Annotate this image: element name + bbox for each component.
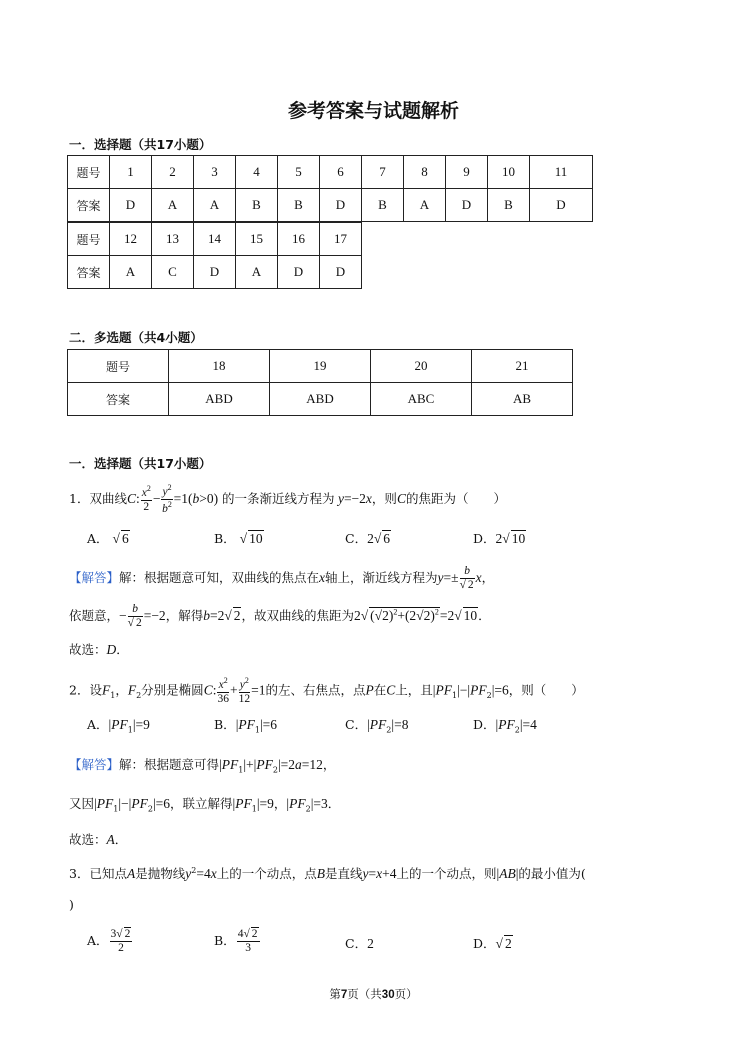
table-cell: 2 [152,156,194,189]
question-3-stem: 3．已知点A是抛物线$y^2=4x$上的一个动点，点B是直线y=x+4上的一个动点，则|AB|的最小值为( [69,865,586,881]
table-cell: B [362,189,404,222]
table-cell: D [194,256,236,289]
table-cell: 7 [362,156,404,189]
question-1-stem: 1．双曲线C: $\frac{x^2}{2}$ − $\frac{y^2}{b^2}$ =1(b>0) 的一条渐近线方程为 y=−2x，则C的焦距为（ ） [69,483,506,515]
table-cell: A [404,189,446,222]
table-cell: ABD [169,383,270,416]
answer-table-multi [67,349,573,416]
table-cell: 11 [530,156,593,189]
table-cell: 8 [404,156,446,189]
page-title: 参考答案与试题解析 [287,100,459,122]
table-cell: A [110,256,152,289]
q3-option-c: C．2 [345,936,374,951]
table-row [68,256,362,289]
table-cell: 答案 [68,189,110,222]
table-cell: 1 [110,156,152,189]
section-heading-multi: 二．多选题（共4小题） [69,330,203,345]
question-3-stem-end: ) [69,897,74,912]
table-row [68,350,573,383]
question-2-stem: 2．设$F_1$，$F_2$分别是椭圆C: $\frac{x^2}{36}$ + $\frac{y^2}{12}$ =1的左、右焦点，点P在C上，且$|PF_1|-|PF_2|=6$，则（ ） [69,676,584,706]
table-cell: 6 [320,156,362,189]
table-cell: B [278,189,320,222]
table-cell: A [236,256,278,289]
q2-option-b: B．$|PF_1|=6$ [214,717,278,735]
q1-solution-line2: 依题意，− $\frac{b}{√ 2}$ =−2，解得b=2√ 2，故双曲线的焦距为2√ $(√2)^2+(2√2)^2=2√$ 10． [69,603,491,630]
table-cell: 16 [278,223,320,256]
table-cell: A [152,189,194,222]
table-cell: 13 [152,223,194,256]
answer-table-choice [67,155,593,222]
page-footer: 第7页（共30页） [329,987,418,1001]
q1-option-c: C．2√ 6 [345,531,390,546]
table-cell: ABD [270,383,371,416]
table-cell: B [488,189,530,222]
table-row [68,189,593,222]
table-cell: 17 [320,223,362,256]
answer-table-choice-2 [67,222,362,289]
table-cell: C [152,256,194,289]
table-row [68,156,593,189]
table-cell: D [446,189,488,222]
table-cell: 4 [236,156,278,189]
table-cell: AB [472,383,573,416]
q2-solution-line2: 又因$|PF_1|-|PF_2|=6$，联立解得$|PF_1|=9$，$|PF_2|=3$． [69,796,341,814]
table-cell: 12 [110,223,152,256]
q2-option-d: D．$|PF_2|=4$ [473,717,537,735]
table-cell: D [320,256,362,289]
table-cell: 5 [278,156,320,189]
q2-solution-line1: 【解答】解：根据题意可得$|PF_1|+|PF_2|=2a=12$， [69,757,336,775]
q2-pick: 故选：A． [69,832,128,847]
q3-option-a: A． $\frac{3√ 2}{2}$ [87,928,131,955]
table-cell: A [194,189,236,222]
q3-option-d: D．√ 2 [473,936,512,951]
table-cell: D [320,189,362,222]
section-heading-choice: 一．选择题（共17小题） [69,137,212,152]
table-row [68,223,362,256]
table-cell: 答案 [68,383,169,416]
table-cell: 19 [270,350,371,383]
q1-option-b: B． √ 10 [214,531,263,546]
q1-pick: 故选：D． [69,642,129,657]
table-cell: 题号 [68,156,110,189]
table-cell: 3 [194,156,236,189]
table-cell: 题号 [68,223,110,256]
q2-option-c: C．$|PF_2|=8$ [345,717,409,735]
table-cell: 9 [446,156,488,189]
table-cell: 答案 [68,256,110,289]
q1-solution-line1: 【解答】解：根据题意可知，双曲线的焦点在x轴上，渐近线方程为y=± $\frac{b}{√ 2}$ x， [69,565,495,592]
table-cell: ABC [371,383,472,416]
q3-option-b: B． $\frac{4√ 2}{3}$ [214,928,258,955]
table-cell: D [530,189,593,222]
q1-option-d: D．2√ 10 [473,531,526,546]
table-cell: 10 [488,156,530,189]
table-cell: 15 [236,223,278,256]
table-cell: 21 [472,350,573,383]
table-cell: 14 [194,223,236,256]
q2-option-a: A．$|PF_1|=9$ [87,717,150,735]
table-cell: D [110,189,152,222]
table-cell: D [278,256,320,289]
table-row [68,383,573,416]
table-cell: 18 [169,350,270,383]
q1-option-a: A． √ 6 [87,531,129,546]
table-cell: 题号 [68,350,169,383]
table-cell: B [236,189,278,222]
section-heading-solutions: 一．选择题（共17小题） [69,456,212,471]
table-cell: 20 [371,350,472,383]
